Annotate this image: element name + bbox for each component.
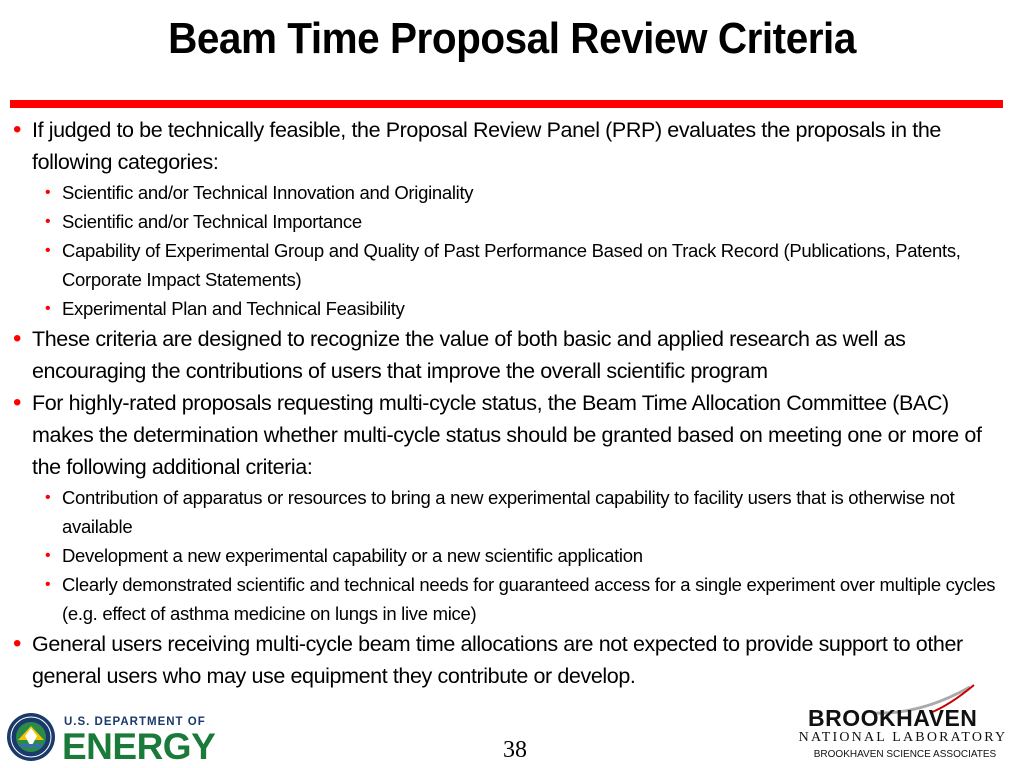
bullet-text: These criteria are designed to recognize the value of both basic and applied research as well as encouraging the contributions of users that improve the overall scientific program	[32, 327, 906, 383]
bullet-item	[10, 114, 1006, 178]
bullet-item	[10, 323, 1006, 387]
doe-seal-icon	[6, 712, 56, 762]
page-number: 38	[503, 737, 527, 763]
slide-title: Beam Time Proposal Review Criteria	[168, 14, 856, 63]
bullet-list	[10, 114, 1006, 692]
bullet-dot-icon: •	[45, 213, 51, 230]
bullet-text: Contribution of apparatus or resources to bring a new experimental capability to facility users that is otherwise not available	[62, 487, 955, 537]
brookhaven-name: BROOKHAVEN	[808, 705, 978, 731]
sub-bullet-item	[10, 207, 1006, 236]
sub-bullet-item	[10, 236, 1006, 294]
bullet-text: Scientific and/or Technical Importance	[62, 211, 362, 232]
bullet-item	[10, 628, 1006, 692]
bullet-dot-icon: •	[45, 489, 51, 506]
bullet-text: Scientific and/or Technical Innovation and Originality	[62, 182, 474, 203]
title-divider-bar	[10, 100, 1003, 108]
sub-bullet-item	[10, 570, 1006, 628]
bullet-text: General users receiving multi-cycle beam time allocations are not expected to provide support to other general users who may use equipment they contribute or develop.	[32, 632, 963, 688]
doe-energy-label: ENERGY	[62, 726, 216, 767]
bullet-dot-icon: •	[45, 576, 51, 593]
bullet-dot-icon: •	[13, 325, 22, 352]
bullet-text: If judged to be technically feasible, the Proposal Review Panel (PRP) evaluates the proposals in the following categories:	[32, 118, 941, 174]
sub-bullet-item	[10, 483, 1006, 541]
bullet-dot-icon: •	[13, 630, 22, 657]
bullet-dot-icon: •	[45, 242, 51, 259]
bullet-text: Development a new experimental capability or a new scientific application	[62, 545, 643, 566]
bullet-text: For highly-rated proposals requesting multi-cycle status, the Beam Time Allocation Committee (BAC) makes the determination whether multi-cycle status should be granted based on meeting one or more of the following additional criteria:	[32, 391, 982, 479]
sub-bullet-item	[10, 178, 1006, 207]
sub-bullet-item	[10, 541, 1006, 570]
bullet-text: Capability of Experimental Group and Quality of Past Performance Based on Track Record (Publications, Patents, Corporate Impact Statements)	[62, 240, 961, 290]
bullet-text: Experimental Plan and Technical Feasibility	[62, 298, 405, 319]
bullet-text: Clearly demonstrated scientific and technical needs for guaranteed access for a single experiment over multiple cycles (e.g. effect of asthma medicine on lungs in live mice)	[62, 574, 996, 624]
brookhaven-associates-label: BROOKHAVEN SCIENCE ASSOCIATES	[813, 749, 997, 760]
bullet-dot-icon: •	[13, 116, 22, 143]
bullet-item	[10, 387, 1006, 483]
sub-bullet-item	[10, 294, 1006, 323]
bullet-dot-icon: •	[45, 184, 51, 201]
brookhaven-lab-label: NATIONAL LABORATORY	[798, 730, 1008, 745]
bullet-dot-icon: •	[45, 300, 51, 317]
doe-department-label: U.S. DEPARTMENT OF	[64, 716, 206, 728]
bullet-dot-icon: •	[13, 389, 22, 416]
bullet-dot-icon: •	[45, 547, 51, 564]
